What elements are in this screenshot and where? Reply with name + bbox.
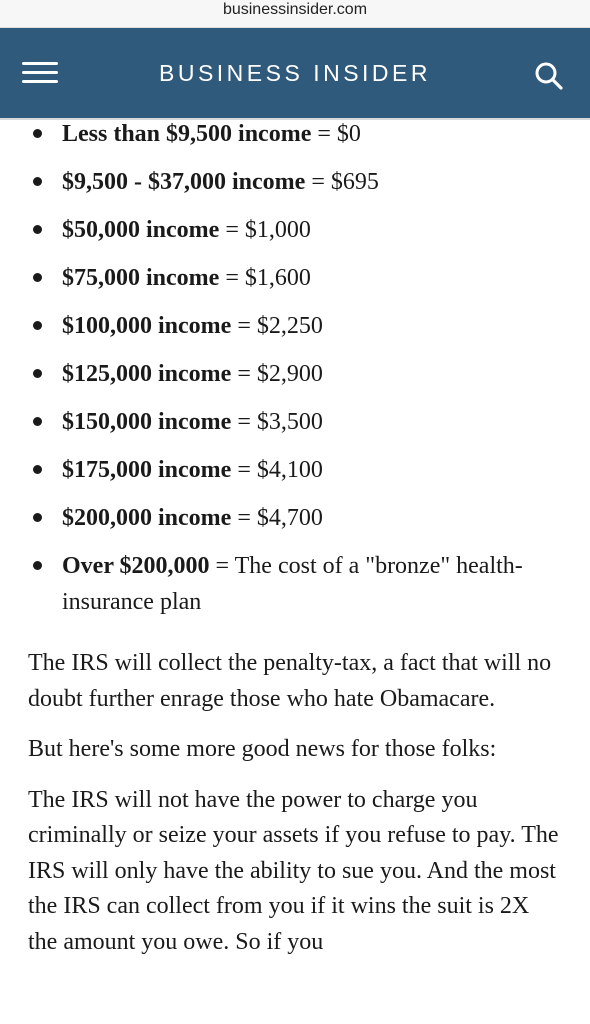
list-item-income: $200,000 income [62,505,232,531]
bullet [33,177,42,186]
bullet [33,225,42,234]
search-icon[interactable] [534,61,564,91]
list-item-income: $125,000 income [62,361,232,387]
bullet [33,273,42,282]
list-item [0,260,590,308]
list-item [0,116,590,164]
bullet [33,465,42,474]
list-item-amount: = $2,250 [231,313,323,339]
list-item-amount: = $4,700 [231,505,323,531]
menu-icon[interactable] [22,62,58,84]
list-item-amount: = $4,100 [231,457,323,483]
url-text: businessinsider.com [222,1,368,18]
bullet [33,369,42,378]
list-item-amount: = $0 [311,121,361,147]
paragraph-irs-power: The IRS will not have the power to charge you criminally or seize your assets if you refuse to pay. The IRS will only have the ability to sue you. And the most the IRS can collect from you if it wins the suit is 2X the amount you owe. So if you [28,786,559,955]
list-item-income: Less than $9,500 income [62,121,312,147]
list-item-amount: = $1,600 [219,265,311,291]
list-item-income: $50,000 income [62,217,220,243]
bullet [33,417,42,426]
list-item-income: $75,000 income [62,265,220,291]
bullet [33,321,42,330]
site-logo[interactable]: BUSINESS INSIDER [159,59,431,86]
list-item [0,404,590,452]
site-header [0,28,590,120]
list-item [0,356,590,404]
list-item-income: $100,000 income [62,313,232,339]
list-item [0,452,590,500]
list-item-income: $150,000 income [62,409,232,435]
bullet [33,129,42,138]
list-item-amount: = $2,900 [231,361,323,387]
list-item-amount: = $1,000 [219,217,311,243]
list-item-amount: = $695 [305,169,379,195]
paragraph-irs-collect: The IRS will collect the penalty-tax, a fact that will no doubt further enrage those who hate Obamacare. [28,650,552,712]
paragraph-good-news: But here's some more good news for those folks: [28,736,497,762]
list-item-amount: = $3,500 [231,409,323,435]
bullet [33,561,42,570]
penalty-list [0,116,590,620]
list-item [0,212,590,260]
list-item-income: $175,000 income [62,457,232,483]
browser-url-bar[interactable] [0,0,590,28]
article-body [0,120,590,960]
list-item [0,164,590,212]
list-item [0,500,590,548]
list-item [0,548,590,620]
bullet [33,513,42,522]
list-item-income: Over $200,000 [62,553,210,579]
list-item [0,308,590,356]
list-item-amount: = The cost of a "bronze" health-insurance plan [62,553,523,615]
list-item-income: $9,500 - $37,000 income [62,169,306,195]
